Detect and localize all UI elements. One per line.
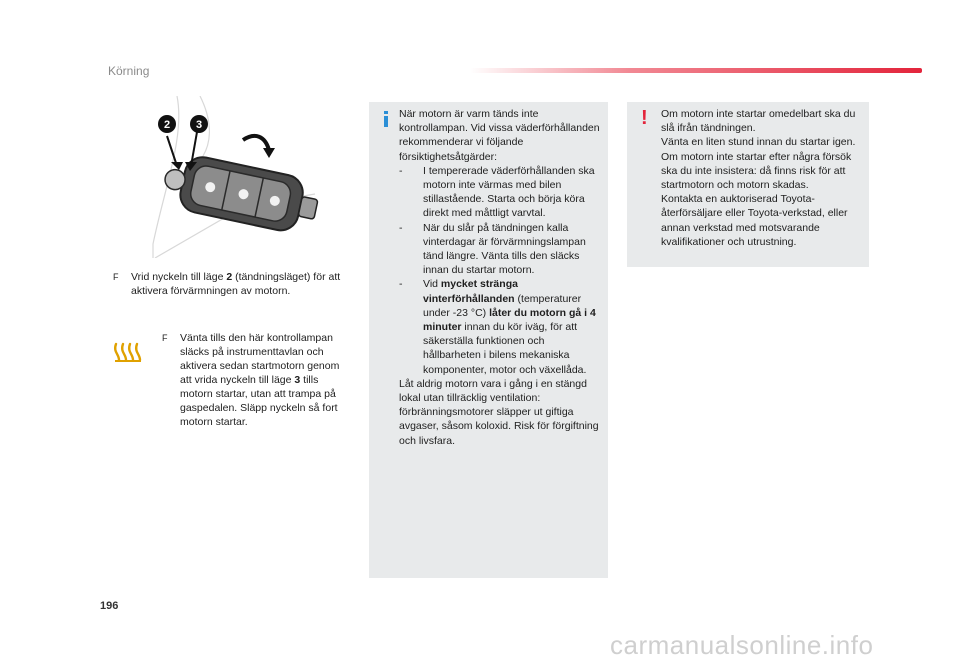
header-accent-rule (470, 68, 922, 73)
warning-panel (627, 102, 869, 267)
info-bullet: - Vid mycket stränga vinterförhållanden (temperaturer under -23 °C) låter du motorn gå i 4 minuter innan du kör iväg, för att säkerställa funktionen och hållbarheten i bilens mekaniska komponenter, motor och växellåda. (399, 278, 596, 376)
page-number: 196 (100, 600, 119, 612)
info-closing: Låt aldrig motorn vara i gång i en stängd lokal utan tillräcklig ventilation: förbränningsmotorer släpper ut giftiga avgaser, såsom koloxid. Risk för förgiftning och livsfara. (399, 377, 599, 447)
warning-paragraph: Kontakta en auktoriserad Toyota-återförsäljare eller Toyota-verkstad, eller annan verkstad med motsvarande kvalifikationer och utrustning. (661, 193, 848, 248)
step-one (113, 270, 348, 298)
warning-paragraph: Vänta en liten stund innan du startar igen. Om motorn inte startar efter några försök ska du inte insistera: då finns risk för att startmotorn och motorn skadas. (661, 136, 856, 192)
info-text (399, 107, 601, 448)
callout-2-label: 2 (163, 119, 171, 131)
step-two (162, 331, 352, 429)
step-two-text: Vänta tills den här kontrollampan släcks på instrumenttavlan och aktivera sedan startmotorn genom att vrida nyckeln till läge 3 tills motorn startar, utan att trampa på gaspedalen. Släpp nyckeln så fort motorn startar. (180, 332, 340, 428)
rotation-arrow-head (263, 148, 275, 158)
info-panel (369, 102, 608, 578)
glow-plug-icon (113, 340, 143, 364)
callout-3-label: 3 (195, 119, 203, 131)
step-arrow-icon: F (162, 333, 168, 343)
rotation-arrow (243, 136, 269, 150)
info-bullet: - När du slår på tändningen kalla vinterdagar är förvärmningslampan tänd längre. Vänta tills den släcks innan du startar motorn. (399, 221, 586, 277)
warning-paragraph: Om motorn inte startar omedelbart ska du slå ifrån tändningen. (661, 108, 856, 135)
key-fob (159, 150, 321, 237)
watermark: carmanualsonline.info (610, 630, 874, 660)
info-icon (381, 111, 391, 127)
info-intro: När motorn är varm tänds inte kontrollampan. Vid vissa väderförhållanden rekommenderar vi följande försiktighetsåtgärder: (399, 108, 600, 163)
step-arrow-icon: F (113, 272, 119, 282)
step-one-text: Vrid nyckeln till läge 2 (tändningsläget) för att aktivera förvärmningen av motorn. (131, 271, 341, 297)
pointer-2-head (171, 162, 183, 170)
info-bullet: - I tempererade väderförhållanden ska motorn inte värmas med bilen stillastående. Starta och börja köra direkt med måttligt varvtal. (399, 164, 595, 220)
section-title: Körning (108, 64, 150, 78)
key-ignition-illustration (105, 96, 355, 258)
warning-icon: ! (641, 107, 648, 129)
warning-text (661, 107, 865, 249)
